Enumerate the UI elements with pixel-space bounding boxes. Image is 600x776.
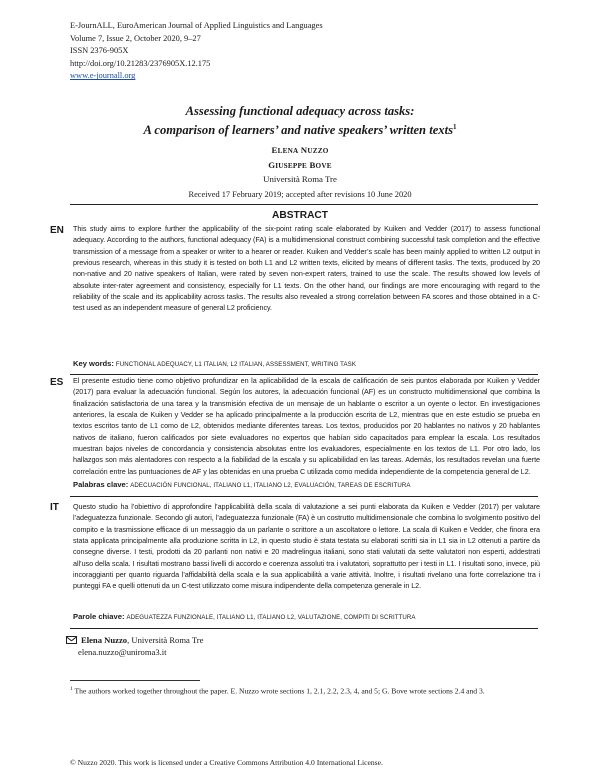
- abstract-it: Questo studio ha l’obiettivo di approfondire l’applicabilità della scala di valutazione a sei punti elaborata da Kuiken e Vedder (2017) per valutare l’adeguatezza funzionale. Secondo gli autori, l’adeguatezza funzionale (FA) è un costrutto multidimensionale che combina lo svolgimento positivo del compito e la trasmissione efficace di un messaggio da un parlante o scrittore a un ascoltatore o lettore. La scala di Kuiken e Vedder, che finora era stata applicata principalmente alla produzione scritta in L2, in questo studio è stata testata su elaborati scritti sia in L1 sia in L2 ottenuti a partire da consegne diverse. I testi, prodotti da 20 parlanti non nativi e 20 madrelingua italiani, sono stati valutati da sette valutatori non esperti, addestrati all’uso della scala. I risultati mostrano bassi livelli di accordo e coerenza assoluti tra i valutatori, soprattutto per i testi in L1. I risultati sono, invece, più incoraggianti per quanto riguarda l’affidabilità della scala e la sua applicabilità a varie attività. Inoltre, i risultati rivelano una forte correlazione tra i punteggi FA e quelli ottenuti da un C-test utilizzato come misura indipendente della competenza generale in L2.: [73, 502, 540, 591]
- keywords-en-list: FUNCTIONAL ADEQUACY, L1 ITALIAN, L2 ITALIAN, ASSESSMENT, WRITING TASK: [115, 361, 356, 368]
- lang-label-es: ES: [50, 377, 64, 388]
- author-2-first-rest: IUSEPPE: [275, 162, 308, 171]
- license-notice: © Nuzzo 2020. This work is licensed under a Creative Commons Attribution 4.0 International License.: [70, 758, 383, 767]
- journal-volume: Volume 7, Issue 2, October 2020, 9–27: [70, 33, 201, 43]
- journal-website-link[interactable]: www.e-journall.org: [70, 71, 136, 81]
- journal-name: E-JournALL, EuroAmerican Journal of Applied Linguistics and Languages: [70, 21, 323, 30]
- journal-header: [70, 20, 540, 83]
- contact-affiliation: , Università Roma Tre: [127, 635, 204, 645]
- keywords-en: [73, 359, 540, 370]
- footnote-mark: 1: [70, 686, 73, 692]
- keywords-it: [73, 612, 540, 623]
- divider-es: [70, 496, 538, 497]
- author-1-last-rest: UZZO: [307, 147, 329, 156]
- keywords-en-label: Key words:: [73, 359, 114, 368]
- lang-label-it: IT: [50, 502, 59, 513]
- author-1: [40, 144, 560, 158]
- title-line-2: A comparison of learners’ and native speakers’ written texts: [143, 122, 453, 137]
- footnote: [70, 684, 540, 697]
- affiliation: Università Roma Tre: [263, 174, 337, 185]
- contact-email[interactable]: elena.nuzzo@uniroma3.it: [78, 647, 167, 657]
- title-footnote-mark[interactable]: 1: [453, 122, 457, 131]
- author-2-first-initial: G: [268, 160, 276, 171]
- keywords-es: [73, 480, 540, 491]
- author-1-first-rest: LENA: [277, 147, 299, 156]
- footnote-rule: [70, 680, 200, 681]
- journal-issn: ISSN 2376-905X: [70, 46, 129, 56]
- author-1-last-initial: N: [300, 145, 308, 156]
- divider-top: [70, 204, 538, 205]
- contact-name: Elena Nuzzo: [81, 635, 128, 645]
- lang-label-en: EN: [50, 225, 64, 236]
- author-1-first-initial: E: [271, 145, 278, 156]
- keywords-es-label: Palabras clave:: [73, 480, 129, 489]
- keywords-it-list: ADEGUATEZZA FUNZIONALE, ITALIANO L1, ITALIANO L2, VALUTAZIONE, COMPITI DI SCRITTURA: [126, 614, 416, 621]
- contact-block: [66, 634, 203, 658]
- author-2: [40, 159, 560, 173]
- contact-line: [66, 634, 203, 646]
- abstract-heading: ABSTRACT: [271, 210, 329, 221]
- doi-link[interactable]: http://doi.org/10.21283/2376905X.12.175: [70, 58, 211, 68]
- title-line-1: Assessing functional adequacy across tasks:: [185, 104, 415, 118]
- author-2-last-rest: OVE: [315, 162, 332, 171]
- title-block: [40, 104, 560, 185]
- received-date: Received 17 February 2019; accepted after revisions 10 June 2020: [188, 190, 412, 199]
- abstract-es: El presente estudio tiene como objetivo profundizar en la aplicabilidad de la escala de calificación de seis puntos elaborada por Kuiken y Vedder (2017) para evaluar la adecuación funcional. Según los autores, la adecuación funcional (AF) es un constructo multidimensional que combina la finalización satisfactoria de una tarea y la transmisión efectiva de un mensaje de un hablante o escritor a un oyente o lector. En investigaciones anteriores, la escala de Kuiken y Vedder se ha aplicado principalmente a la producción escrita de L2, mientras que en este estudio se prueba en textos escritos tanto de L1 como de L2, obtenidos mediante diferentes tareas. Los textos, producidos por 20 hablantes no nativos y 20 hablantes nativos de italiano, fueron calificados por siete evaluadores no expertos que habían sido capacitados para emplear la escala. Los resultados muestran bajos niveles de concordancia y consistencia absolutas entre los evaluadores, especialmente en los textos de L1. Por otro lado, los hallazgos son más alentadores con respecto a la fiabilidad de la escala y su aplicabilidad en las tareas. Además, los resultados revelan una fuerte correlación entre las puntuaciones de AF y las obtenidas en una prueba C utilizada como medida independiente de la competencia general de L2.: [73, 376, 540, 476]
- keywords-es-list: ADECUACIÓN FUNCIONAL, ITALIANO L1, ITALIANO L2, EVALUACIÓN, TAREAS DE ESCRITURA: [130, 482, 411, 489]
- envelope-icon: [66, 636, 77, 644]
- abstract-en: This study aims to explore further the applicability of the six-point rating scale elaborated by Kuiken and Vedder (2017) to assess functional adequacy. According to the authors, functional adequacy (FA) is a multidimensional construct combining successful task completion and the effective transmission of a message from a speaker or writer to a hearer or reader. Kuiken and Vedder’s scale has been mainly applied to written L2 output in previous research, whereas in this study it is tested on both L1 and L2 written texts, elicited by means of different tasks. The texts, produced by 20 non-native and 20 native speakers of Italian, were rated by seven non-expert raters, trained to use the scale. The results showed low levels of absolute inter-rater agreement and consistency, especially for L1 texts. On the other hand, our findings are more encouraging with regard to the reliability of the scale and its applicability across tasks. The results also revealed a strong correlation between FA scores and those obtained in a C-test used as an independent measure of general L2 proficiency.: [73, 224, 540, 313]
- keywords-it-label: Parole chiave:: [73, 612, 125, 621]
- author-2-last-initial: B: [309, 160, 316, 171]
- footnote-text: The authors worked together throughout the paper. E. Nuzzo wrote sections 1, 2.1, 2.2, 2.3, 4, and 5; G. Bove wrote sections 2.4 and 3.: [72, 686, 485, 696]
- article-title: [40, 104, 560, 138]
- divider-it: [70, 628, 538, 629]
